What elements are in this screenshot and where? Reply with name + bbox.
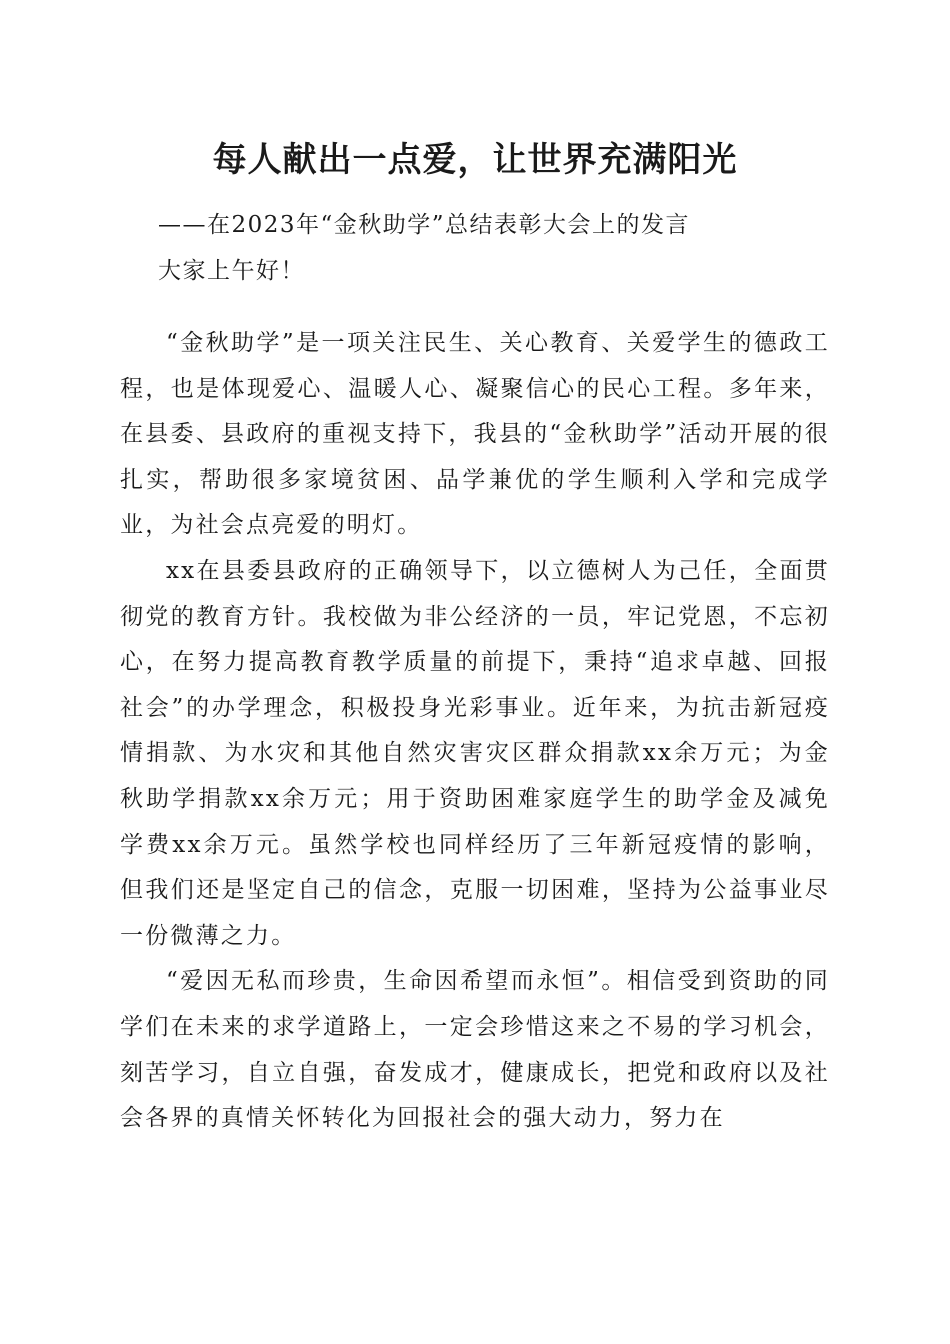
- document-subtitle: ——在2023年“金秋助学”总结表彰大会上的发言: [158, 212, 691, 238]
- greeting: 大家上午好！: [158, 258, 305, 284]
- document-body: [120, 321, 830, 1142]
- document-title: 每人献出一点爱，让世界充满阳光: [212, 140, 738, 180]
- paragraph: xx在县委县政府的正确领导下，以立德树人为己任，全面贯彻党的教育方针。我校做为非公经济的一员，牢记党恩，不忘初心，在努力提高教育教学质量的前提下，秉持“追求卓越、回报社会”的办学理念，积极投身光彩事业。近年来，为抗击新冠疫情捐款、为水灾和其他自然灾害灾区群众捐款xx余万元；为金秋助学捐款xx余万元；用于资助困难家庭学生的助学金及减免学费xx余万元。虽然学校也同样经历了三年新冠疫情的影响，但我们还是坚定自己的信念，克服一切困难，坚持为公益事业尽一份微薄之力。: [120, 557, 830, 949]
- paragraph: “金秋助学”是一项关注民生、关心教育、关爱学生的德政工程，也是体现爱心、温暖人心、凝聚信心的民心工程。多年来，在县委、县政府的重视支持下，我县的“金秋助学”活动开展的很扎实，帮助很多家境贫困、品学兼优的学生顺利入学和完成学业，为社会点亮爱的明灯。: [120, 330, 830, 539]
- paragraph: “爱因无私而珍贵，生命因希望而永恒”。相信受到资助的同学们在未来的求学道路上，一定会珍惜这来之不易的学习机会，刻苦学习，自立自强，奋发成才，健康成长，把党和政府以及社会各界的真情关怀转化为回报社会的强大动力，努力在: [120, 968, 830, 1132]
